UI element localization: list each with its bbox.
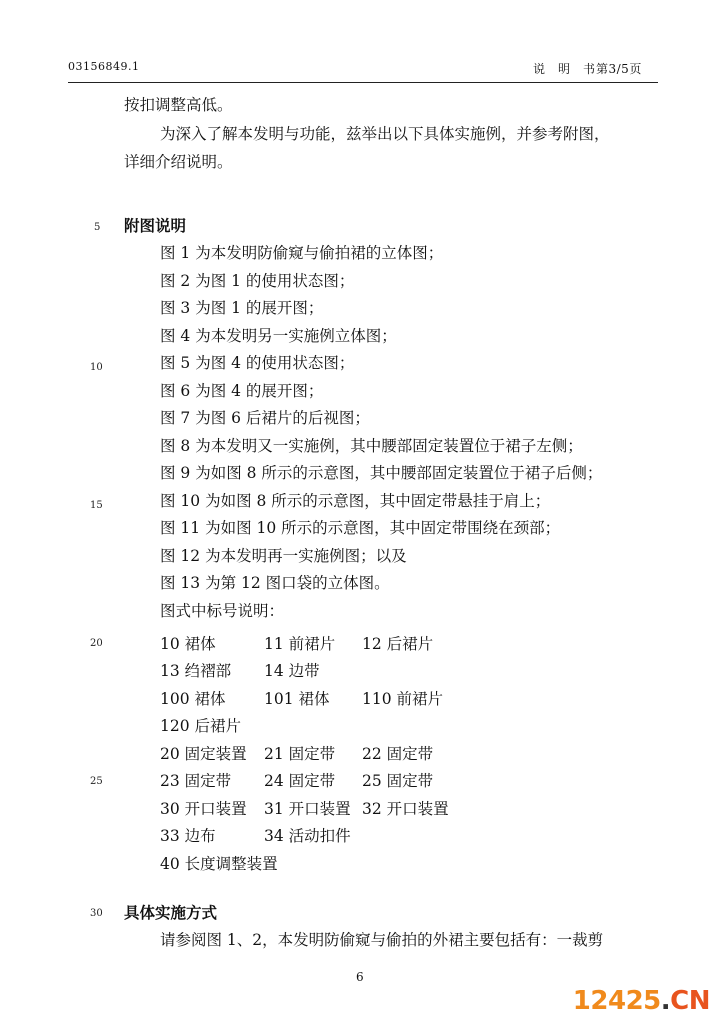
line-number-5: 5 [94,222,101,233]
line-number-15: 15 [90,500,103,511]
legend-cell: 32 开口装置 [362,800,449,818]
document-number: 03156849.1 [68,60,140,73]
legend-cell: 12 后裙片 [362,635,434,653]
watermark-number: 12425 [572,986,661,1016]
figure-item: 图 12 为本发明再一实施例图；以及 [160,547,407,565]
figure-item: 图 11 为如图 10 所示的示意图，其中固定带围绕在颈部； [160,519,561,537]
site-watermark [573,986,710,1016]
figure-item: 图 4 为本发明另一实施例立体图； [160,327,397,345]
header-rule [68,82,658,83]
watermark-dot: . [660,986,671,1016]
line-number-30: 30 [90,908,103,919]
legend-cell: 23 固定带 [160,772,232,790]
legend-cell: 34 活动扣件 [264,827,351,845]
intro-line-2: 为深入了解本发明与功能，兹举出以下具体实施例，并参考附图， [160,125,610,143]
legend-cell: 33 边布 [160,827,216,845]
embodiment-heading: 具体实施方式 [124,903,218,922]
figure-item: 图 7 为图 6 后裙片的后视图； [160,409,370,427]
legend-cell: 25 固定带 [362,772,434,790]
legend-cell: 40 长度调整装置 [160,855,278,873]
page-number: 6 [356,970,364,984]
legend-cell: 11 前裙片 [264,635,336,653]
legend-cell: 110 前裙片 [362,690,444,708]
legend-cell: 21 固定带 [264,745,336,763]
legend-heading: 图式中标号说明： [160,602,285,620]
intro-line-1: 按扣调整高低。 [124,96,233,114]
line-number-25: 25 [90,776,103,787]
figure-item: 图 13 为第 12 图口袋的立体图。 [160,574,390,592]
line-number-10: 10 [90,362,103,373]
legend-cell: 14 边带 [264,662,320,680]
legend-cell: 120 后裙片 [160,717,242,735]
legend-cell: 31 开口装置 [264,800,351,818]
legend-cell: 24 固定带 [264,772,336,790]
embodiment-line: 请参阅图 1、2，本发明防偷窥与偷拍的外裙主要包括有：一裁剪 [160,931,604,949]
figure-item: 图 5 为图 4 的使用状态图； [160,354,355,372]
legend-cell: 22 固定带 [362,745,434,763]
figure-item: 图 10 为如图 8 所示的示意图，其中固定带悬挂于肩上； [160,492,551,510]
figure-item: 图 2 为图 1 的使用状态图； [160,272,355,290]
legend-cell: 100 裙体 [160,690,226,708]
legend-cell: 13 绉褶部 [160,662,232,680]
section-title: 说 明 书 [533,62,596,76]
page-indicator: 第3/5页 [596,62,642,76]
legend-cell: 101 裙体 [264,690,330,708]
legend-cell: 20 固定装置 [160,745,247,763]
figure-item: 图 1 为本发明防偷窥与偷拍裙的立体图； [160,244,444,262]
line-number-20: 20 [90,638,103,649]
figure-item: 图 9 为如图 8 所示的示意图，其中腰部固定装置位于裙子后侧； [160,464,603,482]
figure-item: 图 3 为图 1 的展开图； [160,299,324,317]
figure-item: 图 8 为本发明又一实施例，其中腰部固定装置位于裙子左侧； [160,437,583,455]
intro-line-3: 详细介绍说明。 [124,153,233,171]
figure-item: 图 6 为图 4 的展开图； [160,382,324,400]
legend-cell: 10 裙体 [160,635,216,653]
legend-cell: 30 开口装置 [160,800,247,818]
figures-heading: 附图说明 [124,216,187,235]
watermark-tld: CN [670,986,710,1016]
